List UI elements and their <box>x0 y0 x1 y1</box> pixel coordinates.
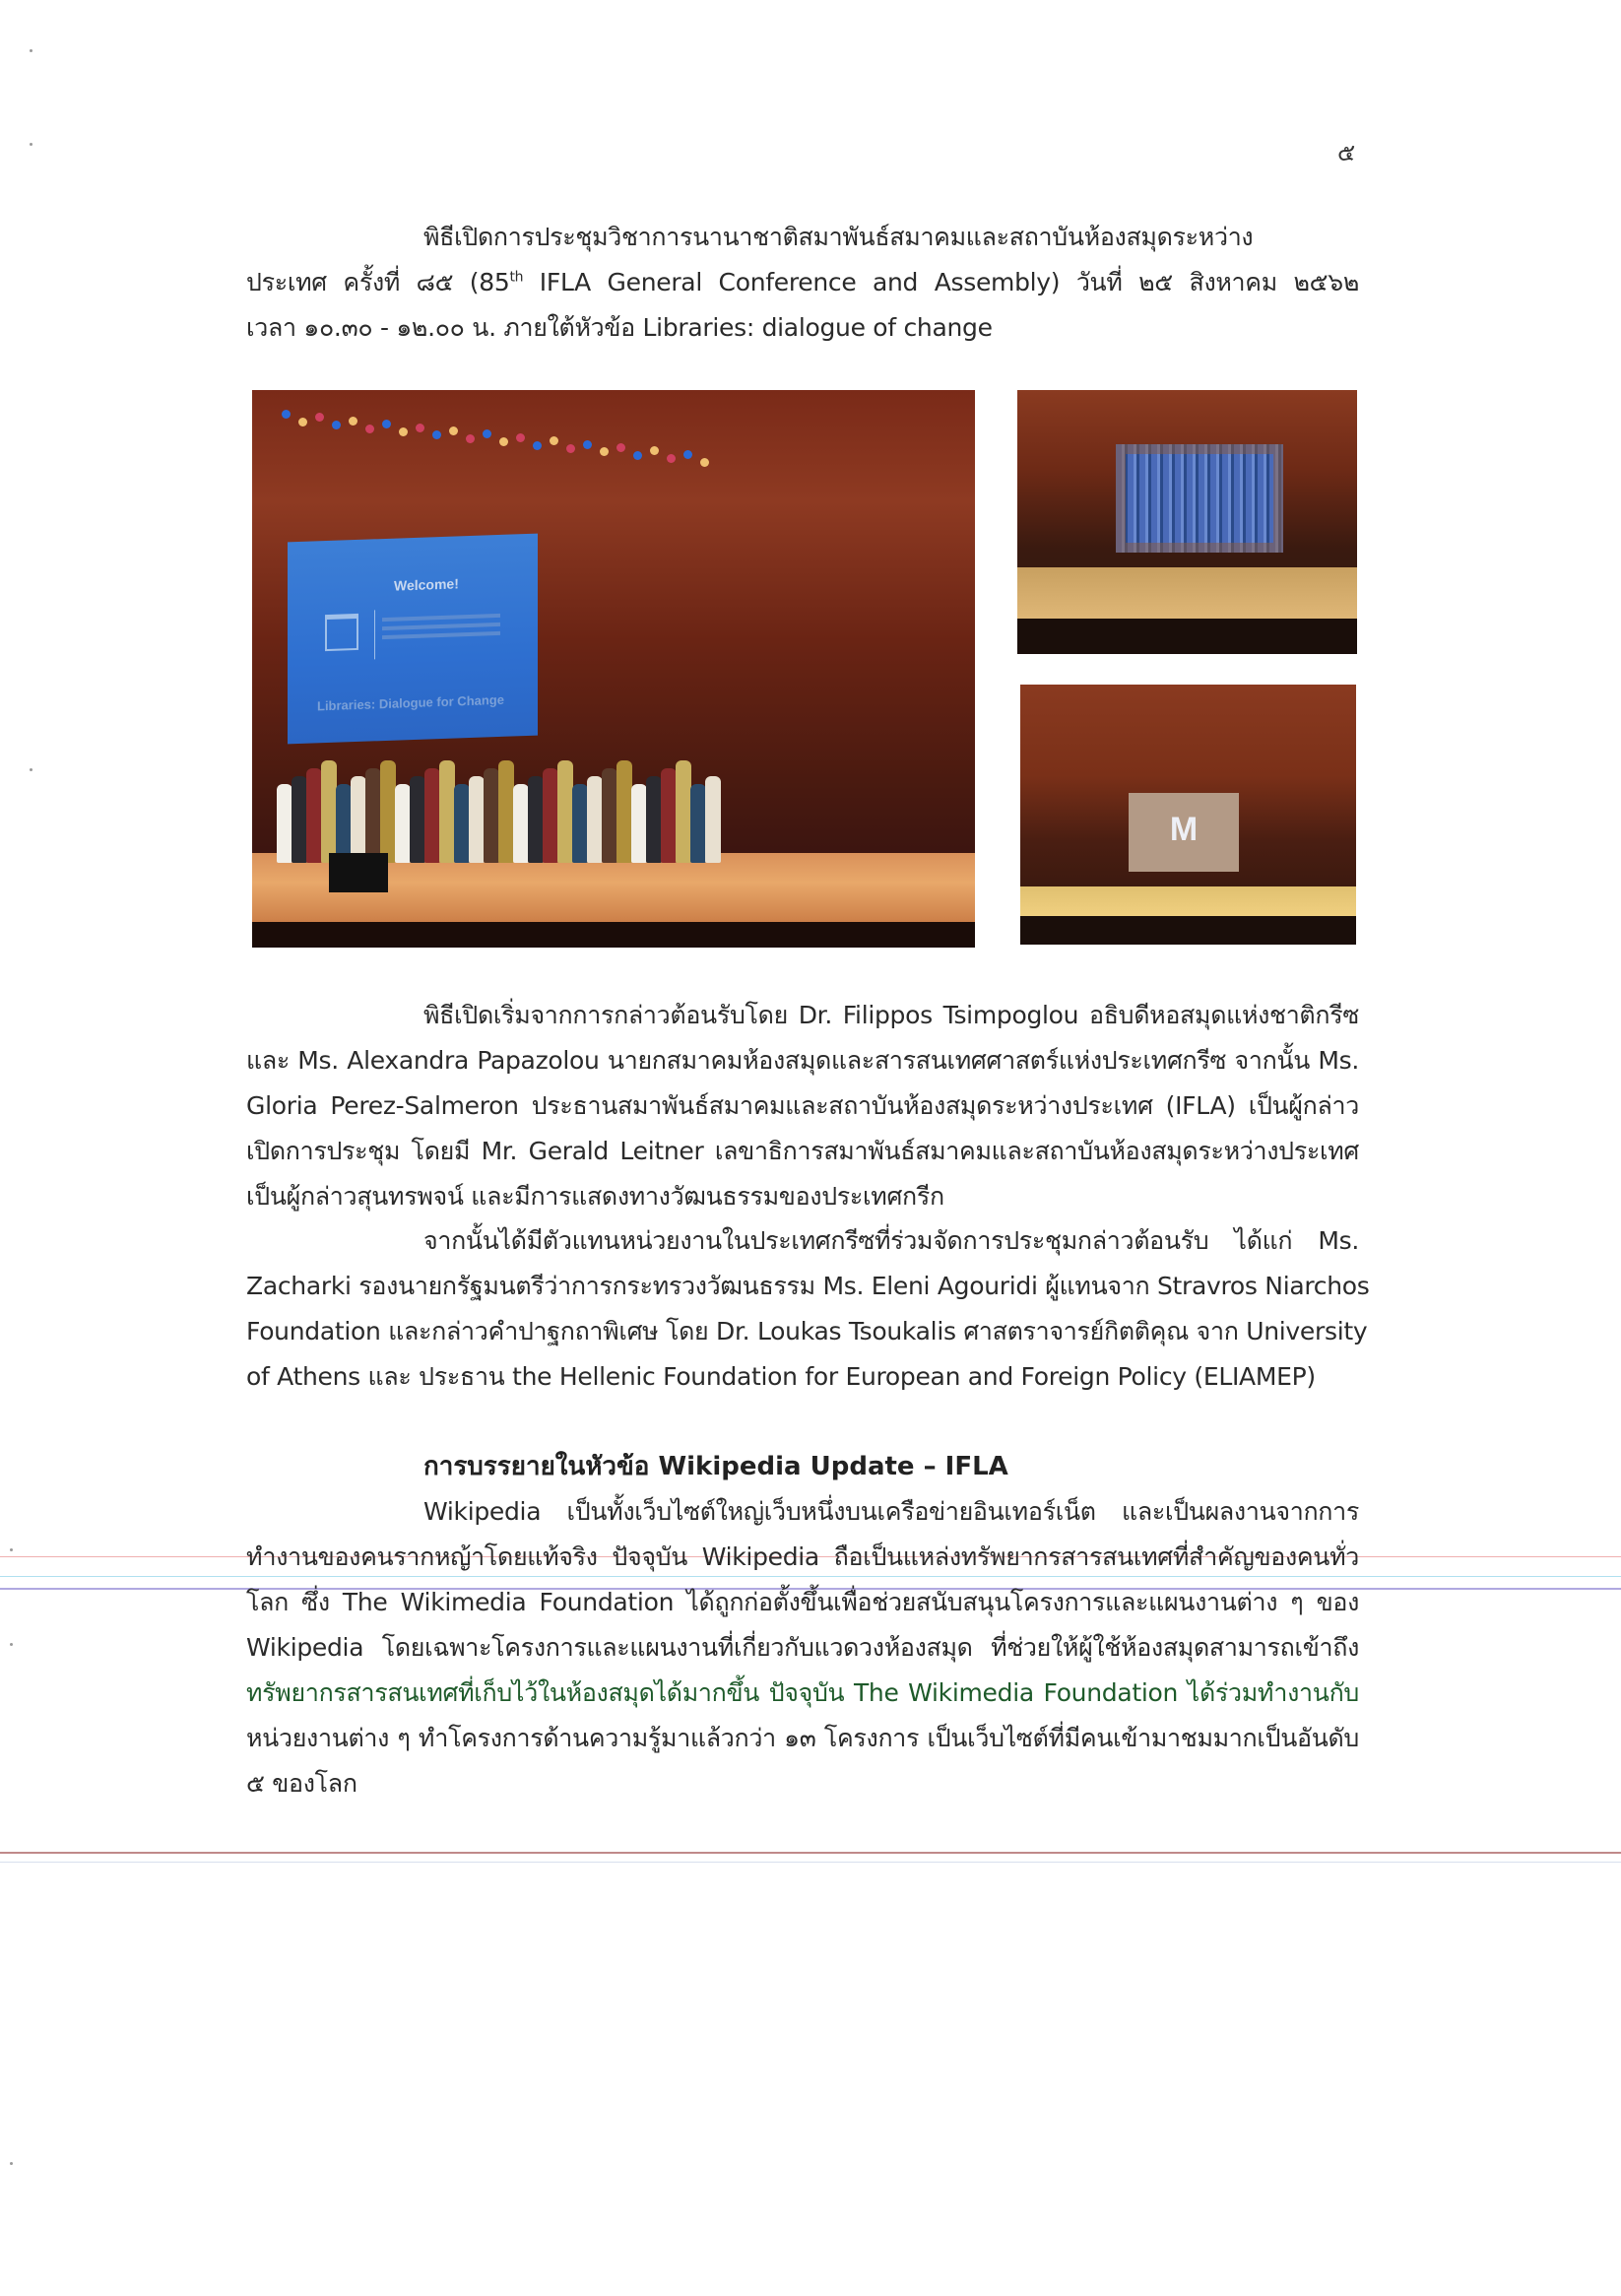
stage-light <box>616 443 625 452</box>
paragraph-opening <box>246 993 1359 1219</box>
stage-floor <box>1020 886 1356 916</box>
performer-figure <box>439 760 455 863</box>
paragraph-line: Wikipedia เป็นทั้งเว็บไซต์ใหญ่เว็บหนึ่งบนเครือข่ายอินเทอร์เน็ต และเป็นผลงานจากการ <box>423 1497 1359 1526</box>
stage-light <box>566 444 575 453</box>
stage-light <box>583 440 592 449</box>
stage-light <box>365 425 374 433</box>
performer-figure <box>306 768 322 863</box>
performer-figure <box>424 768 440 863</box>
performer-figure <box>602 768 617 863</box>
heading-line: พิธีเปิดการประชุมวิชาการนานาชาติสมาพันธ์สมาคมและสถาบันห้องสมุดระหว่าง <box>423 223 1254 251</box>
stage-light <box>449 426 458 435</box>
photo-dance-performance <box>1020 685 1356 945</box>
paragraph-line: และ Ms. Alexandra Papazolou นายกสมาคมห้องสมุดและสารสนเทศศาสตร์แห่งประเทศกรีซ จากนั้น Ms. <box>246 1046 1359 1075</box>
performer-figure <box>513 784 529 863</box>
screen-letter: M <box>1169 811 1199 848</box>
paragraph-line: จากนั้นได้มีตัวแทนหน่วยงานในประเทศกรีซที่ร่วมจัดการประชุมกล่าวต้อนรับ ได้แก่ Ms. <box>423 1226 1359 1255</box>
performer-figure <box>631 784 647 863</box>
stage-light <box>282 410 291 419</box>
performer-figure <box>321 760 337 863</box>
paragraph-line: พิธีเปิดเริ่มจากการกล่าวต้อนรับโดย Dr. Filippos Tsimpoglou อธิบดีหอสมุดแห่งชาติกรีซ <box>423 1001 1359 1029</box>
performer-figure <box>469 776 485 863</box>
stage-light <box>683 450 692 459</box>
performers <box>277 750 730 863</box>
stage-light <box>315 413 324 422</box>
heading-line: เวลา ๑๐.๓๐ - ๑๒.๐๐ น. ภายใต้หัวข้อ Libraries: dialogue of change <box>246 313 993 342</box>
paragraph-line: โลก ซึ่ง The Wikimedia Foundation ได้ถูกก่อตั้งขึ้นเพื่อช่วยสนับสนุนโครงการและแผนงานต่าง ๆ ของ <box>246 1588 1359 1616</box>
stage-light <box>416 424 424 432</box>
paragraph-line: Foundation และกล่าวคำปาฐกถาพิเศษ โดย Dr. Loukas Tsoukalis ศาสตราจารย์กิตติคุณ จาก University <box>246 1317 1368 1345</box>
performer-figure <box>277 784 292 863</box>
performer-figure <box>587 776 603 863</box>
audience-silhouette <box>1017 619 1357 654</box>
performer-figure <box>557 760 573 863</box>
stage-light <box>650 446 659 455</box>
scan-artifact-line <box>0 1852 1621 1854</box>
margin-dot <box>30 768 32 771</box>
ifla-logo-icon <box>325 614 358 651</box>
stage-light <box>667 454 676 463</box>
performer-figure <box>292 776 307 863</box>
performer-figure <box>395 784 411 863</box>
section-heading-opening-ceremony <box>246 215 1359 351</box>
performer-figure <box>484 768 499 863</box>
scan-artifact-line <box>0 1862 1621 1863</box>
performer-figure <box>690 784 706 863</box>
performer-figure <box>410 776 425 863</box>
margin-dot <box>10 1548 13 1551</box>
screen-tagline: Libraries: Dialogue for Change <box>317 691 504 714</box>
performer-figure <box>498 760 514 863</box>
superscript: th <box>509 269 524 286</box>
paragraph-line: ๕ ของโลก <box>246 1769 357 1798</box>
stage-light <box>399 427 408 436</box>
paragraph-line: Gloria Perez-Salmeron ประธานสมาพันธ์สมาคมและสถาบันห้องสมุดระหว่างประเทศ (IFLA) เป็นผู้กล่าว <box>246 1091 1359 1120</box>
paragraph-line: เป็นผู้กล่าวสุนทรพจน์ และมีการแสดงทางวัฒนธรรมของประเทศกรีก <box>246 1182 944 1211</box>
paragraph-line: of Athens และ ประธาน the Hellenic Foundation for European and Foreign Policy (ELIAMEP) <box>246 1362 1316 1391</box>
performer-figure <box>616 760 632 863</box>
photo-opening-ceremony-main <box>252 390 975 948</box>
margin-dot <box>30 143 32 146</box>
stage-speaker <box>329 853 388 892</box>
performer-figure <box>351 776 366 863</box>
paragraph-line: ทำงานของคนรากหญ้าโดยแท้จริง ปัจจุบัน Wikipedia ถือเป็นแหล่งทรัพยากรสารสนเทศที่สำคัญของคนทั่ว <box>246 1542 1359 1571</box>
stage-light <box>466 434 475 443</box>
paragraph-line: Wikipedia โดยเฉพาะโครงการและแผนงานที่เกี่ยวกับแวดวงห้องสมุด ที่ช่วยให้ผู้ใช้ห้องสมุดสามารถเข้าถึง <box>246 1633 1359 1662</box>
stage-light <box>382 420 391 428</box>
performer-figure <box>336 784 352 863</box>
margin-dot <box>10 2162 13 2165</box>
photo-library-projection <box>1017 390 1357 654</box>
stage-light <box>633 451 642 460</box>
paragraph-line: ทรัพยากรสารสนเทศที่เก็บไว้ในห้องสมุดได้มากขึ้น ปัจจุบัน The Wikimedia Foundation ได้ร่วมทำงานกับ <box>246 1678 1359 1707</box>
heading-text: ประเทศ ครั้งที่ ๘๕ (85 <box>246 268 510 296</box>
heading-text: IFLA General Conference and Assembly) วันที่ ๒๕ สิงหาคม ๒๕๖๒ <box>523 268 1359 296</box>
performer-figure <box>705 776 721 863</box>
page-number: ๕ <box>1337 139 1356 166</box>
margin-dot <box>30 49 32 52</box>
margin-dot <box>10 1643 13 1646</box>
paragraph-line: Zacharki รองนายกรัฐมนตรีว่าการกระทรวงวัฒนธรรม Ms. Eleni Agouridi ผู้แทนจาก Stravros Niarchos <box>246 1272 1370 1300</box>
stage-light <box>516 433 525 442</box>
audience-silhouette <box>252 922 975 948</box>
performer-figure <box>543 768 558 863</box>
performer-figure <box>454 784 470 863</box>
screen-title: Welcome! <box>394 575 459 594</box>
projection-screen-library <box>1116 444 1283 553</box>
stage-light <box>550 436 558 445</box>
stage-floor <box>1017 567 1357 622</box>
performer-figure <box>661 768 677 863</box>
paragraph-line: เปิดการประชุม โดยมี Mr. Gerald Leitner เลขาธิการสมาพันธ์สมาคมและสถาบันห้องสมุดระหว่างประเทศ <box>246 1137 1359 1165</box>
performer-figure <box>380 760 396 863</box>
stage-light <box>298 418 307 426</box>
stage-lights <box>282 410 754 479</box>
stage-light <box>432 430 441 439</box>
paragraph-greek-representatives <box>246 1218 1370 1400</box>
stage-light <box>483 429 491 438</box>
projection-screen <box>288 534 538 745</box>
paragraph-line: หน่วยงานต่าง ๆ ทำโครงการด้านความรู้มาแล้วกว่า ๑๓ โครงการ เป็นเว็บไซต์ที่มีคนเข้ามาชมมากเป็นอันดับ <box>246 1724 1359 1752</box>
projection-screen-letter <box>1129 793 1239 872</box>
performer-figure <box>572 784 588 863</box>
screen-divider <box>374 610 375 659</box>
performer-figure <box>676 760 691 863</box>
heading-line <box>246 260 1359 305</box>
stage-light <box>499 437 508 446</box>
stage-light <box>332 421 341 429</box>
audience-silhouette <box>1020 916 1356 945</box>
stage-light <box>533 441 542 450</box>
performer-figure <box>365 768 381 863</box>
stage-light <box>700 458 709 467</box>
screen-subtext <box>382 614 500 622</box>
section-heading-wikipedia: การบรรยายในหัวข้อ Wikipedia Update – IFLA <box>423 1452 1008 1481</box>
performer-figure <box>646 776 662 863</box>
performer-figure <box>528 776 544 863</box>
paragraph-wikipedia <box>246 1489 1359 1806</box>
stage-light <box>600 447 609 456</box>
stage-light <box>349 417 357 426</box>
